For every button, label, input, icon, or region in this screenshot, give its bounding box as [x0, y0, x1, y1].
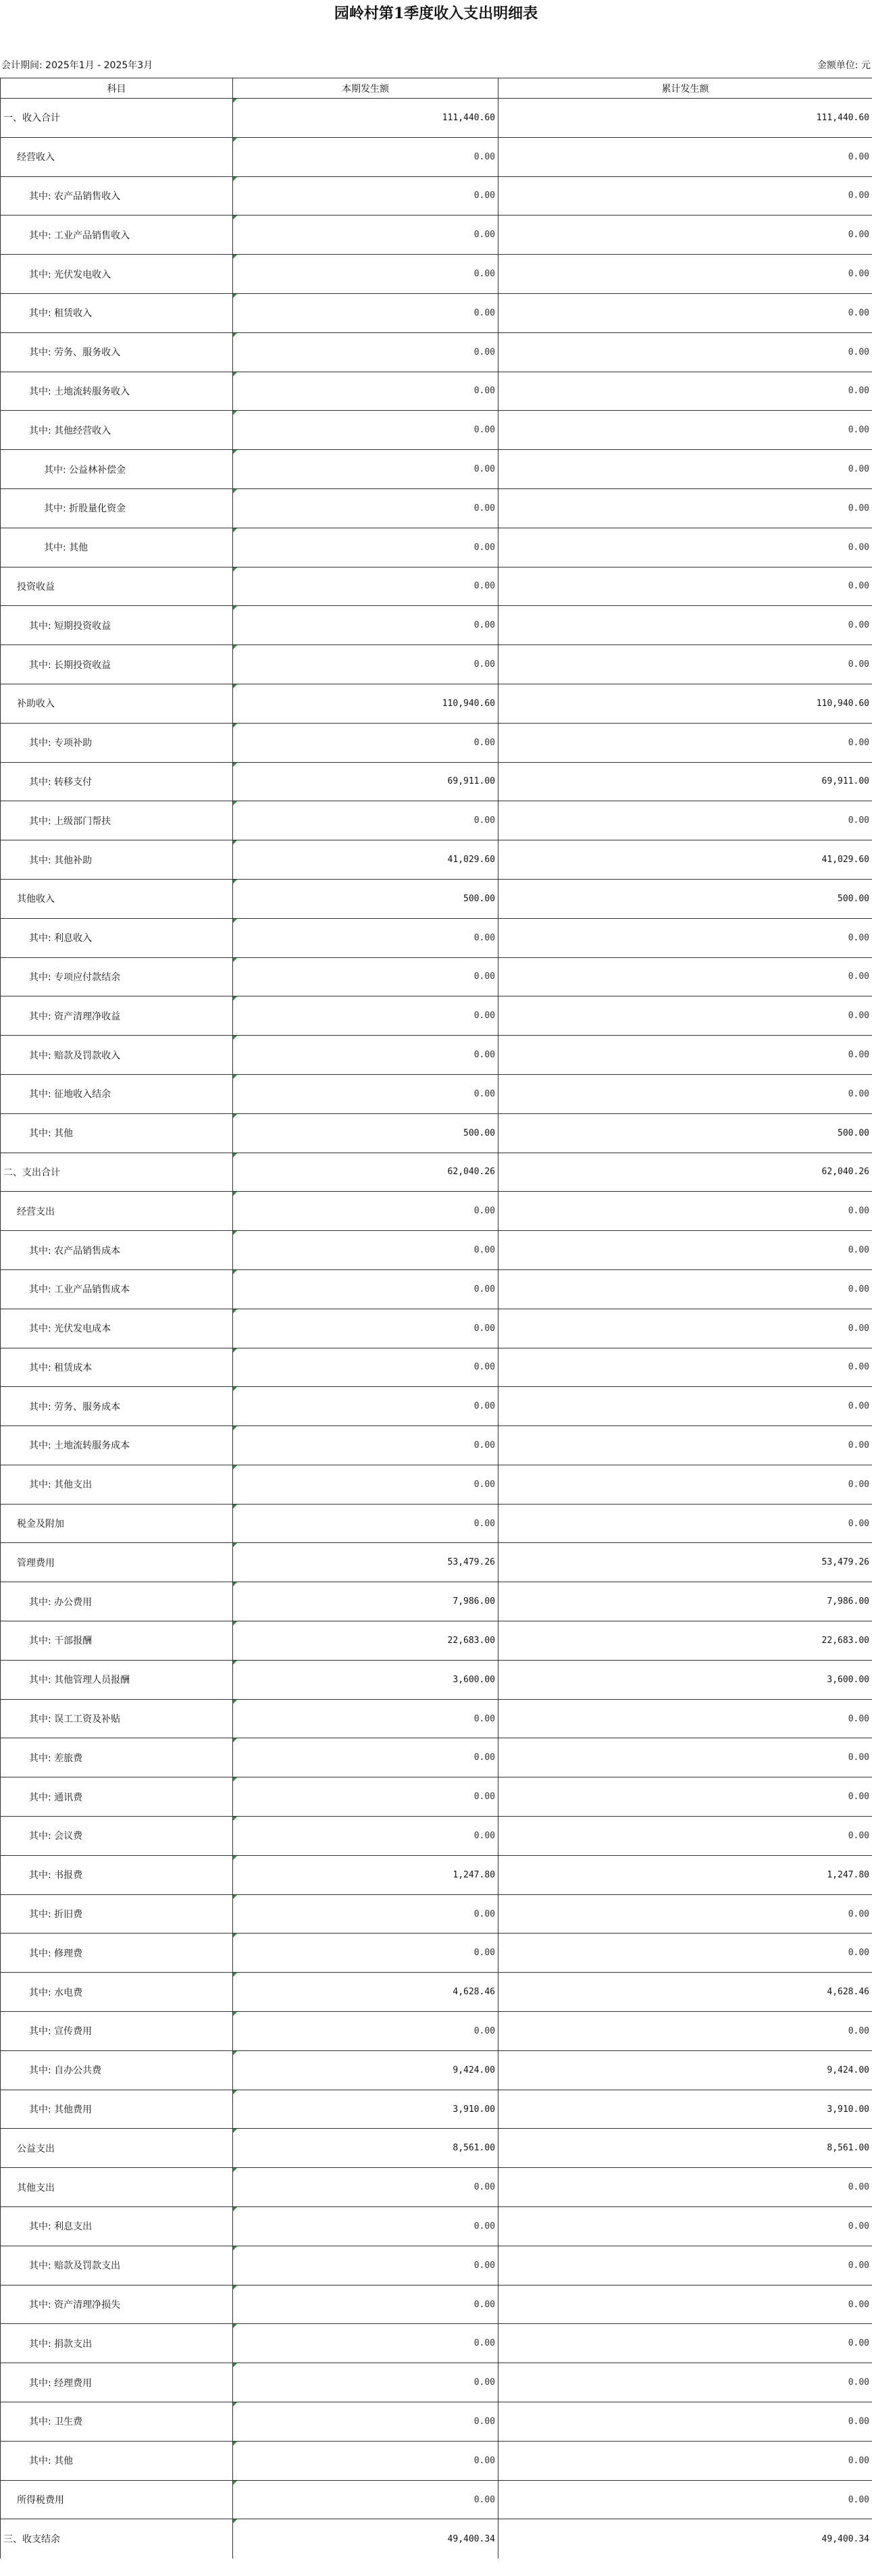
header-cumulative-amount: 累计发生额: [498, 78, 872, 99]
current-amount-cell: 49,400.34: [233, 2519, 498, 2558]
cumulative-amount-cell: 0.00: [498, 2480, 872, 2519]
current-amount-cell: 0.00: [233, 2168, 498, 2207]
cumulative-amount-cell: 49,400.34: [498, 2519, 872, 2558]
current-amount-cell: 0.00: [233, 372, 498, 411]
account-name-cell: 其中: 上级部门帮扶: [1, 801, 233, 840]
account-name-cell: 其中: 土地流转服务收入: [1, 372, 233, 411]
cumulative-amount-cell: 0.00: [498, 2207, 872, 2246]
table-row: [1, 2050, 872, 2090]
current-amount-cell: 0.00: [233, 1426, 498, 1465]
table-row: [1, 2441, 872, 2480]
cumulative-amount-cell: 0.00: [498, 996, 872, 1036]
table-header-row: [1, 78, 872, 99]
current-amount-cell: 3,910.00: [233, 2090, 498, 2129]
table-row: [1, 372, 872, 411]
cumulative-amount-cell: 3,600.00: [498, 1660, 872, 1699]
cumulative-amount-cell: 41,029.60: [498, 840, 872, 880]
account-name-cell: 其中: 资产清理净损失: [1, 2285, 233, 2324]
cumulative-amount-cell: 0.00: [498, 2285, 872, 2324]
table-row: [1, 2363, 872, 2402]
account-name-cell: 其中: 经理费用: [1, 2363, 233, 2402]
account-name-cell: 其中: 捐款支出: [1, 2324, 233, 2363]
current-amount-cell: 7,986.00: [233, 1582, 498, 1621]
current-amount-cell: 0.00: [233, 918, 498, 957]
account-name-cell: 其中: 劳务、服务成本: [1, 1387, 233, 1426]
current-amount-cell: 0.00: [233, 2285, 498, 2324]
cumulative-amount-cell: 0.00: [498, 1192, 872, 1231]
table-row: [1, 1621, 872, 1661]
account-name-cell: 其中: 转移支付: [1, 762, 233, 801]
cumulative-amount-cell: 9,424.00: [498, 2050, 872, 2090]
account-name-cell: 其中: 误工工资及补贴: [1, 1699, 233, 1738]
account-name-cell: 其中: 工业产品销售成本: [1, 1269, 233, 1309]
account-name-cell: 其中: 干部报酬: [1, 1621, 233, 1661]
current-amount-cell: 0.00: [233, 2363, 498, 2402]
table-row: [1, 1973, 872, 2012]
header-account: 科目: [1, 78, 233, 99]
table-row: [1, 1309, 872, 1348]
account-name-cell: 其中: 修理费: [1, 1934, 233, 1973]
cumulative-amount-cell: 0.00: [498, 801, 872, 840]
cumulative-amount-cell: 0.00: [498, 528, 872, 567]
report-meta: [0, 55, 872, 76]
current-amount-cell: 0.00: [233, 176, 498, 216]
account-name-cell: 其中: 农产品销售收入: [1, 176, 233, 216]
table-row: [1, 606, 872, 645]
current-amount-cell: 0.00: [233, 1231, 498, 1270]
cumulative-amount-cell: 0.00: [498, 1894, 872, 1934]
account-name-cell: 其中: 其他: [1, 2441, 233, 2480]
cumulative-amount-cell: 4,628.46: [498, 1973, 872, 2012]
table-row: [1, 176, 872, 216]
account-name-cell: 其中: 自办公共费: [1, 2050, 233, 2090]
current-amount-cell: 0.00: [233, 528, 498, 567]
account-name-cell: 管理费用: [1, 1543, 233, 1582]
current-amount-cell: 62,040.26: [233, 1153, 498, 1192]
account-name-cell: 其中: 光伏发电成本: [1, 1309, 233, 1348]
current-amount-cell: 0.00: [233, 1074, 498, 1113]
cumulative-amount-cell: 0.00: [498, 1074, 872, 1113]
cumulative-amount-cell: 0.00: [498, 723, 872, 762]
table-row: [1, 1817, 872, 1856]
table-row: [1, 1934, 872, 1973]
cumulative-amount-cell: 0.00: [498, 645, 872, 684]
table-row: [1, 918, 872, 957]
table-row: [1, 684, 872, 723]
table-row: [1, 1269, 872, 1309]
current-amount-cell: 0.00: [233, 1817, 498, 1856]
current-amount-cell: 500.00: [233, 1113, 498, 1153]
table-row: [1, 840, 872, 880]
table-row: [1, 2285, 872, 2324]
account-name-cell: 其中: 卫生费: [1, 2402, 233, 2442]
table-row: [1, 255, 872, 294]
account-name-cell: 其中: 折旧费: [1, 1894, 233, 1934]
table-row: [1, 1074, 872, 1113]
table-row: [1, 488, 872, 528]
table-row: [1, 99, 872, 138]
table-row: [1, 216, 872, 255]
cumulative-amount-cell: 22,683.00: [498, 1621, 872, 1661]
cumulative-amount-cell: 0.00: [498, 216, 872, 255]
table-row: [1, 2246, 872, 2285]
table-row: [1, 1777, 872, 1817]
table-row: [1, 762, 872, 801]
table-row: [1, 1153, 872, 1192]
account-name-cell: 其中: 赔款及罚款支出: [1, 2246, 233, 2285]
account-name-cell: 经营支出: [1, 1192, 233, 1231]
account-name-cell: 其他收入: [1, 879, 233, 918]
current-amount-cell: 9,424.00: [233, 2050, 498, 2090]
table-row: [1, 1113, 872, 1153]
current-amount-cell: 111,440.60: [233, 99, 498, 138]
table-row: [1, 2519, 872, 2558]
account-name-cell: 其中: 其他支出: [1, 1465, 233, 1504]
account-name-cell: 其中: 土地流转服务成本: [1, 1426, 233, 1465]
cumulative-amount-cell: 0.00: [498, 372, 872, 411]
current-amount-cell: 0.00: [233, 645, 498, 684]
current-amount-cell: 3,600.00: [233, 1660, 498, 1699]
account-name-cell: 其中: 书报费: [1, 1855, 233, 1894]
table-row: [1, 996, 872, 1036]
table-row: [1, 567, 872, 606]
cumulative-amount-cell: 62,040.26: [498, 1153, 872, 1192]
account-name-cell: 其中: 租赁收入: [1, 293, 233, 332]
account-name-cell: 其中: 其他费用: [1, 2090, 233, 2129]
cumulative-amount-cell: 0.00: [498, 255, 872, 294]
current-amount-cell: 0.00: [233, 1309, 498, 1348]
cumulative-amount-cell: 0.00: [498, 176, 872, 216]
account-name-cell: 二、支出合计: [1, 1153, 233, 1192]
account-name-cell: 其中: 水电费: [1, 1973, 233, 2012]
cumulative-amount-cell: 0.00: [498, 1387, 872, 1426]
table-row: [1, 1465, 872, 1504]
table-row: [1, 1231, 872, 1270]
currency-unit: 金额单位: 元: [817, 60, 871, 71]
current-amount-cell: 0.00: [233, 2324, 498, 2363]
table-row: [1, 957, 872, 996]
account-name-cell: 所得税费用: [1, 2480, 233, 2519]
table-row: [1, 1855, 872, 1894]
current-amount-cell: 0.00: [233, 1777, 498, 1817]
account-name-cell: 其中: 其他补助: [1, 840, 233, 880]
current-amount-cell: 0.00: [233, 1387, 498, 1426]
table-row: [1, 2129, 872, 2168]
table-row: [1, 1582, 872, 1621]
account-name-cell: 其中: 会议费: [1, 1817, 233, 1856]
account-name-cell: 其中: 其他: [1, 1113, 233, 1153]
current-amount-cell: 0.00: [233, 723, 498, 762]
cumulative-amount-cell: 0.00: [498, 2246, 872, 2285]
current-amount-cell: 0.00: [233, 255, 498, 294]
current-amount-cell: 41,029.60: [233, 840, 498, 880]
account-name-cell: 其中: 光伏发电收入: [1, 255, 233, 294]
account-name-cell: 税金及附加: [1, 1504, 233, 1543]
current-amount-cell: 110,940.60: [233, 684, 498, 723]
current-amount-cell: 0.00: [233, 332, 498, 372]
current-amount-cell: 0.00: [233, 1894, 498, 1934]
account-name-cell: 其中: 其他: [1, 528, 233, 567]
table-row: [1, 1192, 872, 1231]
cumulative-amount-cell: 0.00: [498, 1777, 872, 1817]
current-amount-cell: 4,628.46: [233, 1973, 498, 2012]
cumulative-amount-cell: 0.00: [498, 1036, 872, 1075]
current-amount-cell: 69,911.00: [233, 762, 498, 801]
cumulative-amount-cell: 7,986.00: [498, 1582, 872, 1621]
cumulative-amount-cell: 0.00: [498, 137, 872, 176]
cumulative-amount-cell: 0.00: [498, 2324, 872, 2363]
current-amount-cell: 0.00: [233, 1699, 498, 1738]
account-name-cell: 其中: 工业产品销售收入: [1, 216, 233, 255]
table-row: [1, 645, 872, 684]
table-row: [1, 2324, 872, 2363]
cumulative-amount-cell: 1,247.80: [498, 1855, 872, 1894]
cumulative-amount-cell: 0.00: [498, 1817, 872, 1856]
account-name-cell: 三、收支结余: [1, 2519, 233, 2558]
income-expense-table: [0, 78, 872, 2558]
table-body: [1, 99, 872, 2558]
cumulative-amount-cell: 500.00: [498, 879, 872, 918]
accounting-period: 会计期间: 2025年1月 - 2025年3月: [1, 60, 153, 71]
account-name-cell: 其中: 资产清理净收益: [1, 996, 233, 1036]
current-amount-cell: 1,247.80: [233, 1855, 498, 1894]
current-amount-cell: 0.00: [233, 216, 498, 255]
table-row: [1, 723, 872, 762]
cumulative-amount-cell: 0.00: [498, 1504, 872, 1543]
cumulative-amount-cell: 110,940.60: [498, 684, 872, 723]
table-row: [1, 1543, 872, 1582]
cumulative-amount-cell: 0.00: [498, 2012, 872, 2051]
current-amount-cell: 53,479.26: [233, 1543, 498, 1582]
cumulative-amount-cell: 0.00: [498, 2168, 872, 2207]
account-name-cell: 其中: 劳务、服务收入: [1, 332, 233, 372]
current-amount-cell: 22,683.00: [233, 1621, 498, 1661]
account-name-cell: 其中: 专项补助: [1, 723, 233, 762]
account-name-cell: 其中: 差旅费: [1, 1738, 233, 1777]
account-name-cell: 其中: 通讯费: [1, 1777, 233, 1817]
account-name-cell: 其中: 折股量化资金: [1, 488, 233, 528]
cumulative-amount-cell: 0.00: [498, 293, 872, 332]
account-name-cell: 其中: 长期投资收益: [1, 645, 233, 684]
account-name-cell: 其中: 利息收入: [1, 918, 233, 957]
account-name-cell: 其中: 专项应付款结余: [1, 957, 233, 996]
current-amount-cell: 0.00: [233, 2402, 498, 2442]
current-amount-cell: 0.00: [233, 1269, 498, 1309]
current-amount-cell: 0.00: [233, 606, 498, 645]
table-row: [1, 2207, 872, 2246]
table-row: [1, 2012, 872, 2051]
account-name-cell: 其中: 短期投资收益: [1, 606, 233, 645]
account-name-cell: 其中: 租赁成本: [1, 1348, 233, 1387]
table-row: [1, 1504, 872, 1543]
current-amount-cell: 0.00: [233, 1934, 498, 1973]
cumulative-amount-cell: 0.00: [498, 1348, 872, 1387]
table-row: [1, 2480, 872, 2519]
cumulative-amount-cell: 0.00: [498, 1934, 872, 1973]
cumulative-amount-cell: 0.00: [498, 2363, 872, 2402]
cumulative-amount-cell: 0.00: [498, 1231, 872, 1270]
table-row: [1, 1894, 872, 1934]
table-row: [1, 1348, 872, 1387]
account-name-cell: 其中: 农产品销售成本: [1, 1231, 233, 1270]
account-name-cell: 其中: 办公费用: [1, 1582, 233, 1621]
cumulative-amount-cell: 0.00: [498, 332, 872, 372]
current-amount-cell: 0.00: [233, 1738, 498, 1777]
current-amount-cell: 0.00: [233, 2207, 498, 2246]
current-amount-cell: 0.00: [233, 2246, 498, 2285]
account-name-cell: 一、收入合计: [1, 99, 233, 138]
table-row: [1, 879, 872, 918]
table-row: [1, 1036, 872, 1075]
current-amount-cell: 0.00: [233, 1348, 498, 1387]
current-amount-cell: 0.00: [233, 2012, 498, 2051]
account-name-cell: 其中: 其他管理人员报酬: [1, 1660, 233, 1699]
account-name-cell: 投资收益: [1, 567, 233, 606]
account-name-cell: 经营收入: [1, 137, 233, 176]
cumulative-amount-cell: 500.00: [498, 1113, 872, 1153]
account-name-cell: 其中: 征地收入结余: [1, 1074, 233, 1113]
current-amount-cell: 0.00: [233, 2480, 498, 2519]
cumulative-amount-cell: 0.00: [498, 1426, 872, 1465]
table-row: [1, 2402, 872, 2442]
current-amount-cell: 0.00: [233, 137, 498, 176]
table-row: [1, 801, 872, 840]
table-row: [1, 450, 872, 489]
account-name-cell: 其中: 赔款及罚款收入: [1, 1036, 233, 1075]
table-row: [1, 1387, 872, 1426]
table-row: [1, 528, 872, 567]
cumulative-amount-cell: 53,479.26: [498, 1543, 872, 1582]
header-current-amount: 本期发生额: [233, 78, 498, 99]
table-row: [1, 2090, 872, 2129]
cumulative-amount-cell: 0.00: [498, 957, 872, 996]
current-amount-cell: 0.00: [233, 996, 498, 1036]
current-amount-cell: 0.00: [233, 488, 498, 528]
current-amount-cell: 0.00: [233, 450, 498, 489]
current-amount-cell: 0.00: [233, 957, 498, 996]
account-name-cell: 公益支出: [1, 2129, 233, 2168]
table-row: [1, 1426, 872, 1465]
table-row: [1, 332, 872, 372]
current-amount-cell: 0.00: [233, 1036, 498, 1075]
account-name-cell: 其中: 其他经营收入: [1, 411, 233, 450]
account-name-cell: 补助收入: [1, 684, 233, 723]
current-amount-cell: 0.00: [233, 567, 498, 606]
cumulative-amount-cell: 0.00: [498, 2441, 872, 2480]
cumulative-amount-cell: 0.00: [498, 411, 872, 450]
cumulative-amount-cell: 0.00: [498, 488, 872, 528]
cumulative-amount-cell: 69,911.00: [498, 762, 872, 801]
current-amount-cell: 0.00: [233, 2441, 498, 2480]
account-name-cell: 其中: 公益林补偿金: [1, 450, 233, 489]
cumulative-amount-cell: 0.00: [498, 1309, 872, 1348]
cumulative-amount-cell: 0.00: [498, 1269, 872, 1309]
cumulative-amount-cell: 3,910.00: [498, 2090, 872, 2129]
cumulative-amount-cell: 0.00: [498, 450, 872, 489]
cumulative-amount-cell: 0.00: [498, 1738, 872, 1777]
table-row: [1, 411, 872, 450]
page-title: 园岭村第1季度收入支出明细表: [334, 5, 538, 22]
cumulative-amount-cell: 111,440.60: [498, 99, 872, 138]
current-amount-cell: 0.00: [233, 1192, 498, 1231]
cumulative-amount-cell: 0.00: [498, 606, 872, 645]
account-name-cell: 其他支出: [1, 2168, 233, 2207]
cumulative-amount-cell: 8,561.00: [498, 2129, 872, 2168]
account-name-cell: 其中: 宣传费用: [1, 2012, 233, 2051]
table-row: [1, 137, 872, 176]
current-amount-cell: 0.00: [233, 801, 498, 840]
table-row: [1, 2168, 872, 2207]
current-amount-cell: 0.00: [233, 1465, 498, 1504]
current-amount-cell: 0.00: [233, 411, 498, 450]
table-row: [1, 1738, 872, 1777]
account-name-cell: 其中: 利息支出: [1, 2207, 233, 2246]
table-row: [1, 1699, 872, 1738]
current-amount-cell: 0.00: [233, 1504, 498, 1543]
table-row: [1, 1660, 872, 1699]
cumulative-amount-cell: 0.00: [498, 1465, 872, 1504]
cumulative-amount-cell: 0.00: [498, 1699, 872, 1738]
current-amount-cell: 8,561.00: [233, 2129, 498, 2168]
current-amount-cell: 0.00: [233, 293, 498, 332]
table-row: [1, 293, 872, 332]
cumulative-amount-cell: 0.00: [498, 2402, 872, 2442]
cumulative-amount-cell: 0.00: [498, 918, 872, 957]
cumulative-amount-cell: 0.00: [498, 567, 872, 606]
current-amount-cell: 500.00: [233, 879, 498, 918]
